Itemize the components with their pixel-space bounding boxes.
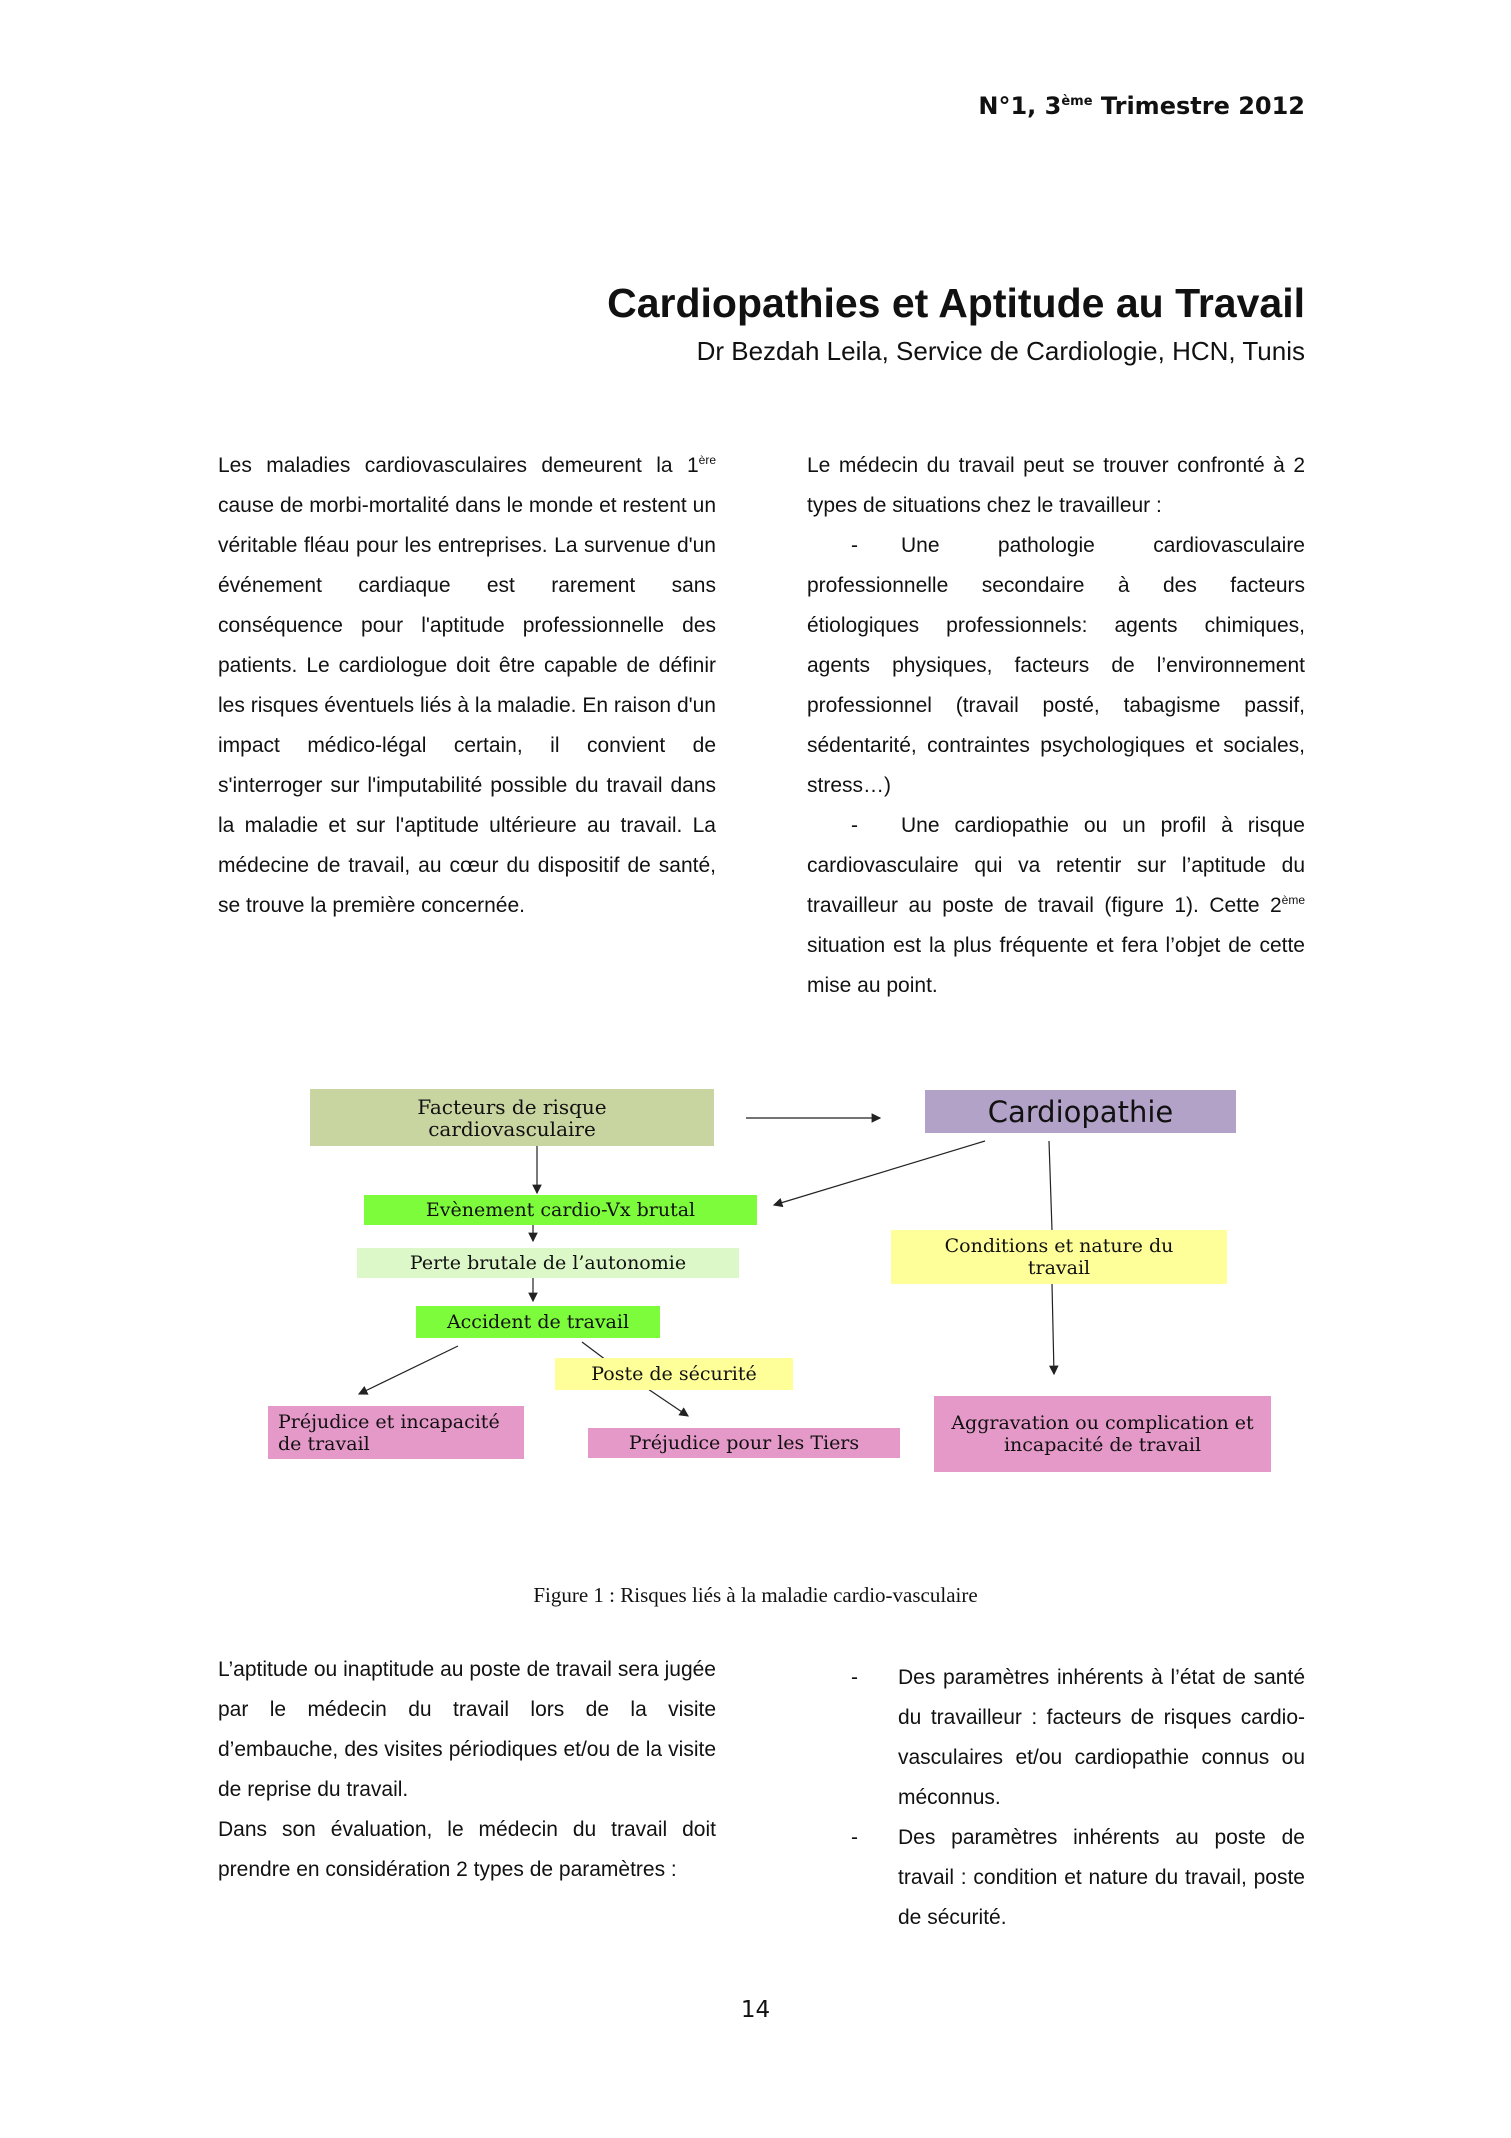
- situations-intro: Le médecin du travail peut se trouver confronté à 2 types de situations chez le travailleur :: [807, 454, 1305, 517]
- parameter-item-2-text: Des paramètres inhérents au poste de travail : condition et nature du travail, poste de sécurité.: [898, 1826, 1305, 1929]
- article-author: Dr Bezdah Leila, Service de Cardiologie, HCN, Tunis: [696, 336, 1305, 366]
- issue-prefix: N°1, 3: [978, 92, 1062, 120]
- situation-item-1-text: Une pathologie cardiovasculaire professionnelle secondaire à des facteurs étiologiques professionnels: agents chimiques, agents physiques, facteurs de l’environnement professionnel (travail posté, tabagisme passif, sédentarité, contraintes psychologiques et sociales, stress…): [807, 534, 1305, 797]
- work-accident-box: Accident de travail: [416, 1306, 660, 1338]
- parameter-item-1-text: Des paramètres inhérents à l’état de santé du travailleur : facteurs de risques cardio-vasculaires et/ou cardiopathie connus ou méconnus.: [898, 1666, 1305, 1809]
- arrow-conditions-to-aggravation: [1052, 1284, 1054, 1374]
- safety-post-box: Poste de sécurité: [555, 1358, 793, 1390]
- aptitude-column: [218, 1650, 716, 1890]
- cardiopathy-box: Cardiopathie: [925, 1090, 1236, 1133]
- autonomy-loss-box: Perte brutale de l’autonomie: [357, 1248, 739, 1278]
- intro-text-b: cause de morbi-mortalité dans le monde et restent un véritable fléau pour les entreprises. La survenue d'un événement cardiaque est rarement sans conséquence pour l'aptitude professionnelle des patients. Le cardiologue doit être capable de définir les risques éventuels liés à la maladie. En raison d'un impact médico-légal certain, il convient de s'interroger sur l'imputabilité possible du travail dans la maladie et sur l'aptitude ultérieure au travail. La médecine de travail, au cœur du dispositif de santé, se trouve la première concernée.: [218, 494, 716, 917]
- prejudice-incapacity-box: Préjudice et incapacité de travail: [268, 1406, 524, 1459]
- work-conditions-box: Conditions et nature du travail: [891, 1230, 1227, 1284]
- arrow-cardiopathy-to-event: [774, 1141, 985, 1205]
- bullet-dash: -: [851, 1826, 858, 1849]
- arrow-accident-to-prejudice: [359, 1346, 458, 1394]
- cardio-event-box: Evènement cardio-Vx brutal: [364, 1195, 757, 1225]
- risk-factors-box: Facteurs de risque cardiovasculaire: [310, 1089, 714, 1146]
- page-number: 14: [740, 1997, 771, 2023]
- situation-item-2-text-b: situation est la plus fréquente et fera l’objet de cette mise au point.: [807, 934, 1305, 997]
- parameters-column: [807, 1658, 1305, 1938]
- bullet-dash: -: [851, 1666, 858, 1689]
- aptitude-paragraph-2: Dans son évaluation, le médecin du travail doit prendre en considération 2 types de paramètres :: [218, 1818, 716, 1881]
- line-cardiopathy-to-conditions: [1049, 1141, 1052, 1230]
- situation-item-2-sup: ème: [1281, 893, 1305, 907]
- issue-superscript: ème: [1061, 94, 1093, 109]
- intro-text-a: Les maladies cardiovasculaires demeurent la 1: [218, 454, 699, 477]
- third-party-prejudice-box: Préjudice pour les Tiers: [588, 1428, 900, 1458]
- intro-sup: ère: [698, 453, 716, 467]
- figure-caption: Figure 1 : Risques liés à la maladie cardio-vasculaire: [533, 1583, 978, 1607]
- article-title: Cardiopathies et Aptitude au Travail: [607, 280, 1305, 326]
- parameter-item-1: [807, 1658, 1305, 1818]
- arrow-safety-to-third-party: [648, 1389, 688, 1416]
- aggravation-box: Aggravation ou complication et incapacité de travail: [934, 1396, 1271, 1472]
- issue-suffix: Trimestre 2012: [1092, 92, 1305, 120]
- bullet-dash: -: [851, 534, 858, 557]
- bullet-dash: -: [851, 814, 858, 837]
- parameter-item-2: [807, 1818, 1305, 1938]
- situation-item-2-text-a: Une cardiopathie ou un profil à risque cardiovasculaire qui va retentir sur l’aptitude du travailleur au poste de travail (figure 1). Cette 2: [807, 814, 1305, 917]
- aptitude-paragraph-1: L’aptitude ou inaptitude au poste de travail sera jugée par le médecin du travail lors de la visite d’embauche, des visites périodiques et/ou de la visite de reprise du travail.: [218, 1658, 716, 1801]
